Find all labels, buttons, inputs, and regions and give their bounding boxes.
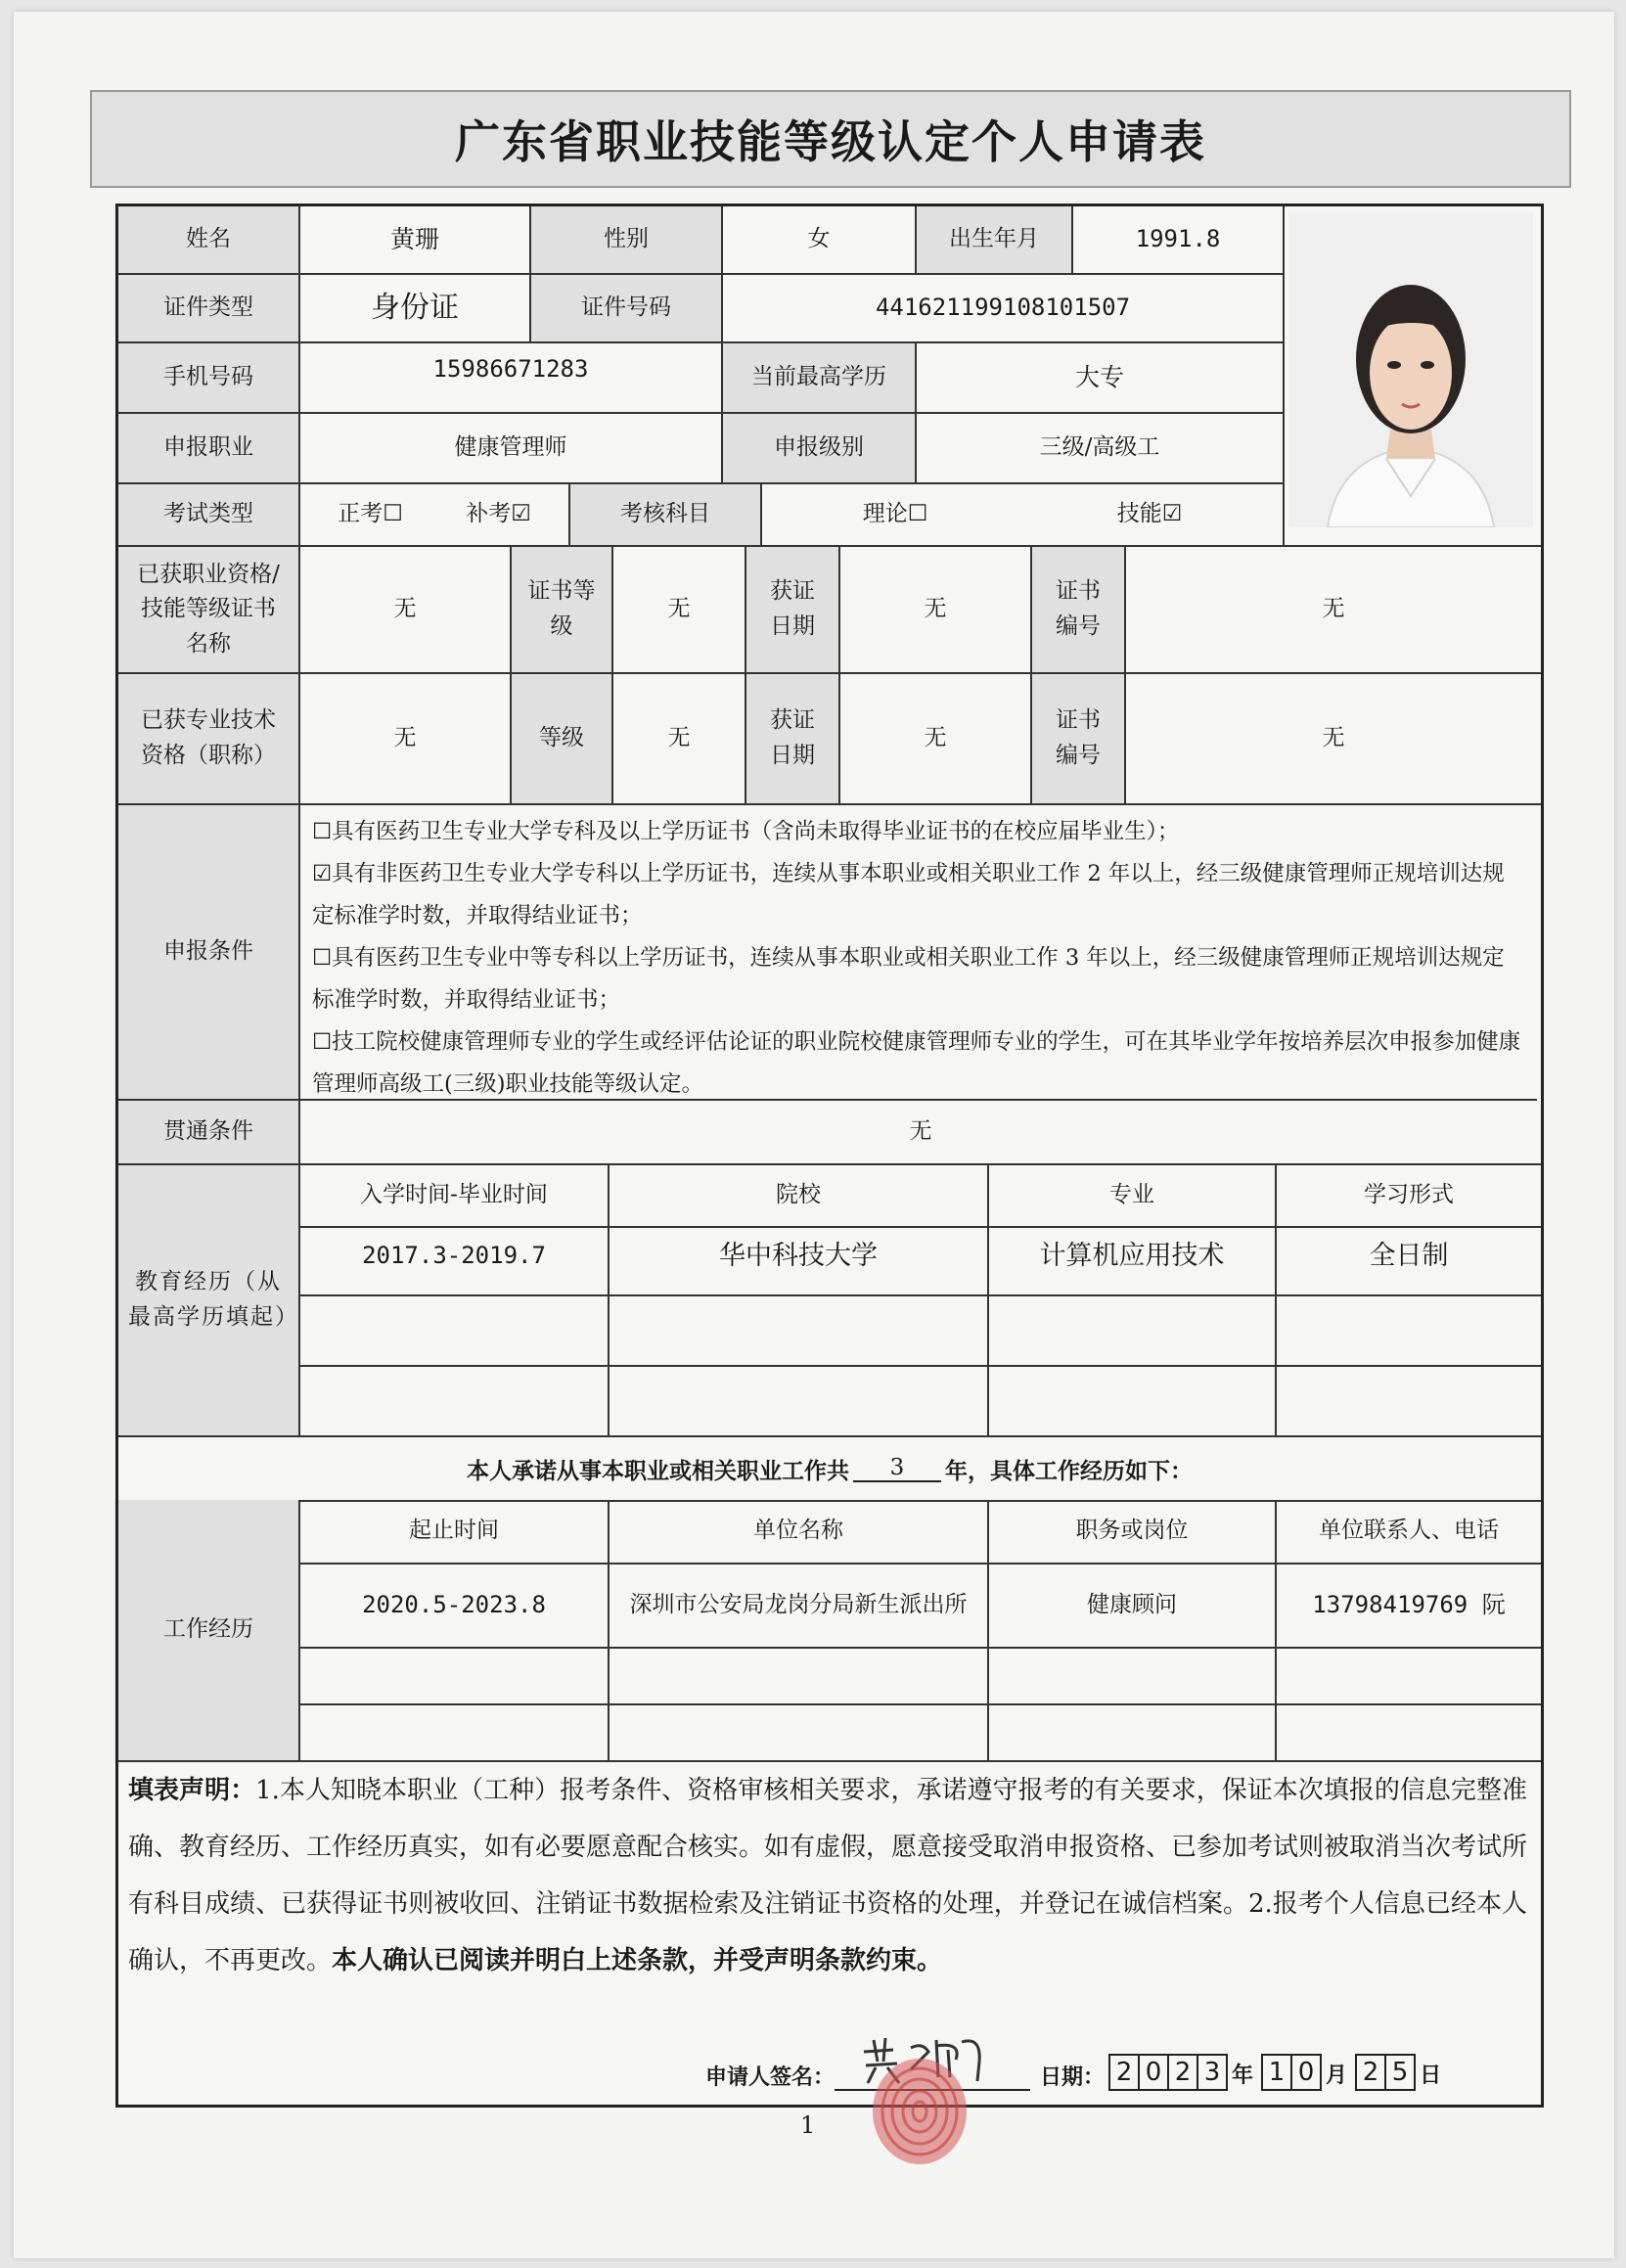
- qual-grade: 无: [613, 674, 746, 805]
- qual-title-name: 无: [300, 674, 512, 805]
- year-digit: 0: [1138, 2054, 1169, 2091]
- work-cell: 健康顾问: [989, 1565, 1277, 1649]
- edu-header: 学习形式: [1277, 1165, 1541, 1228]
- month-digit: 0: [1290, 2054, 1322, 2091]
- qual-cert-level-label: 证书等级: [512, 547, 613, 674]
- edu-cell: 华中科技大学: [610, 1228, 989, 1296]
- qual-grade-label: 等级: [512, 674, 613, 805]
- edu-header: 入学时间-毕业时间: [300, 1165, 610, 1228]
- pass-label: 贯通条件: [118, 1101, 300, 1165]
- level-label: 申报级别: [723, 414, 917, 484]
- day-boxes[interactable]: [1357, 2054, 1416, 2091]
- year-unit: 年: [1232, 2063, 1254, 2088]
- work-empty-cell: [1277, 1649, 1541, 1705]
- edu-empty-cell: [610, 1296, 989, 1367]
- gender-value: 女: [723, 206, 917, 275]
- subject-skill-option[interactable]: 技能☑: [1116, 501, 1183, 527]
- qual-date-label-2: 获证日期: [746, 674, 840, 805]
- work-empty-cell: [300, 1649, 610, 1705]
- edu-empty-cell: [1277, 1296, 1541, 1367]
- edu-header: 院校: [610, 1165, 989, 1228]
- education-label: 教育经历（从最高学历填起）: [118, 1165, 300, 1437]
- condition-item[interactable]: ☑具有非医药卫生专业大学专科以上学历证书，连续从事本职业或相关职业工作 2 年以上，经三级健康管理师正规培训达规定标准学时数，并取得结业证书；: [312, 861, 1505, 929]
- edu-empty-cell: [300, 1367, 610, 1437]
- edu-header: 专业: [989, 1165, 1277, 1228]
- edu-cell: 全日制: [1277, 1228, 1541, 1296]
- subject-theory-option[interactable]: 理论☐: [862, 501, 928, 527]
- day-digit: 2: [1355, 2054, 1386, 2091]
- year-digit: 2: [1167, 2054, 1198, 2091]
- work-cell: 2020.5-2023.8: [300, 1565, 610, 1649]
- qual-no: 无: [1126, 547, 1541, 674]
- conditions-label: 申报条件: [118, 805, 300, 1101]
- work-header: 单位名称: [610, 1500, 989, 1565]
- work-empty-cell: [610, 1649, 989, 1705]
- gender-label: 性别: [531, 206, 723, 275]
- edu-label: 当前最高学历: [723, 343, 917, 414]
- job-label: 申报职业: [118, 414, 300, 484]
- work-empty-cell: [300, 1705, 610, 1762]
- qual-date-label: 获证日期: [746, 547, 840, 674]
- qual-cert-label: 已获职业资格/技能等级证书名称: [118, 547, 300, 674]
- qual-no-label: 证书编号: [1032, 547, 1126, 674]
- qual-cert-level: 无: [613, 547, 746, 674]
- work-label: 工作经历: [118, 1500, 300, 1762]
- work-empty-cell: [989, 1705, 1277, 1762]
- phone-label: 手机号码: [118, 343, 300, 414]
- exam-type-options: [300, 484, 570, 547]
- declaration: [128, 1762, 1527, 1989]
- qual-date-2: 无: [840, 674, 1032, 805]
- job-value: 健康管理师: [300, 414, 723, 484]
- thumbprint-stamp: [861, 2055, 978, 2172]
- commitment-years[interactable]: 3: [853, 1455, 941, 1482]
- id-no-label: 证件号码: [531, 275, 723, 343]
- edu-empty-cell: [989, 1296, 1277, 1367]
- edu-empty-cell: [1277, 1367, 1541, 1437]
- work-header: 职务或岗位: [989, 1500, 1277, 1565]
- photo-cell: [1285, 206, 1541, 547]
- page-number: 1: [800, 2111, 816, 2139]
- edu-empty-cell: [300, 1296, 610, 1367]
- year-digit: 2: [1108, 2054, 1140, 2091]
- month-boxes[interactable]: [1263, 2054, 1322, 2091]
- sign-label: 申请人签名：: [705, 2064, 836, 2090]
- phone-value: 15986671283: [300, 343, 723, 414]
- id-type-value: 身份证: [300, 275, 531, 343]
- commitment-line: [118, 1437, 1541, 1502]
- qual-cert-name: 无: [300, 547, 512, 674]
- edu-cell: 计算机应用技术: [989, 1228, 1277, 1296]
- qual-title-label: 已获专业技术资格（职称）: [118, 674, 300, 805]
- work-cell: 13798419769 阮: [1277, 1565, 1541, 1649]
- year-boxes[interactable]: [1110, 2054, 1228, 2091]
- condition-item[interactable]: ☐具有医药卫生专业中等专科以上学历证书，连续从事本职业或相关职业工作 3 年以上，经三级健康管理师正规培训达规定标准学时数，并取得结业证书；: [312, 945, 1505, 1013]
- condition-item[interactable]: ☐技工院校健康管理师专业的学生或经评估论证的职业院校健康管理师专业的学生，可在其毕业学年按培养层次申报参加健康管理师高级工(三级)职业技能等级认定。: [312, 1029, 1521, 1097]
- declaration-head: 填表声明：: [128, 1776, 256, 1805]
- qual-no-label-2: 证书编号: [1032, 674, 1126, 805]
- subject-options: [762, 484, 1285, 547]
- qual-no-2: 无: [1126, 674, 1541, 805]
- id-no-value: 441621199108101507: [723, 275, 1285, 343]
- pass-value: 无: [300, 1101, 1541, 1165]
- work-empty-cell: [989, 1649, 1277, 1705]
- application-form: [115, 204, 1544, 2108]
- work-empty-cell: [610, 1705, 989, 1762]
- qual-date: 无: [840, 547, 1032, 674]
- month-unit: 月: [1326, 2063, 1348, 2088]
- edu-value: 大专: [917, 343, 1285, 414]
- level-value: 三级/高级工: [917, 414, 1285, 484]
- month-digit: 1: [1261, 2054, 1292, 2091]
- birth-label: 出生年月: [917, 206, 1073, 275]
- day-digit: 5: [1384, 2054, 1416, 2091]
- exam-makeup-option[interactable]: 补考☑: [466, 501, 531, 527]
- id-type-label: 证件类型: [118, 275, 300, 343]
- edu-cell: 2017.3-2019.7: [300, 1228, 610, 1296]
- signature-row: [705, 2036, 1537, 2091]
- conditions-list: [300, 805, 1537, 1101]
- subject-label: 考核科目: [570, 484, 762, 547]
- name-label: 姓名: [118, 206, 300, 275]
- date-label: 日期：: [1040, 2064, 1106, 2090]
- declaration-body: 1.本人知晓本职业（工种）报考条件、资格审核相关要求，承诺遵守报考的有关要求，保证本次填报的信息完整准确、教育经历、工作经历真实，如有必要愿意配合核实。如有虚假，愿意接受取消申报资格、已参加考试则被取消当次考试所有科目成绩、已获得证书则被收回、注销证书数据检索及注销证书资格的处理，并登记在诚信档案。2.报考个人信息已经本人确认，不再更改。: [128, 1776, 1528, 1975]
- exam-type-label: 考试类型: [118, 484, 300, 547]
- commitment-prefix: 本人承诺从事本职业或相关职业工作共: [467, 1457, 849, 1484]
- work-header: 起止时间: [300, 1500, 610, 1565]
- work-cell: 深圳市公安局龙岗分局新生派出所: [610, 1565, 989, 1649]
- form-title: 广东省职业技能等级认定个人申请表: [455, 115, 1206, 168]
- year-digit: 3: [1197, 2054, 1228, 2091]
- edu-empty-cell: [610, 1367, 989, 1437]
- name-value: 黄珊: [300, 206, 531, 275]
- work-empty-cell: [1277, 1705, 1541, 1762]
- title-bar: [90, 90, 1571, 188]
- day-unit: 日: [1420, 2063, 1442, 2088]
- commitment-suffix: 年，具体工作经历如下：: [945, 1457, 1193, 1484]
- condition-item[interactable]: ☐具有医药卫生专业大学专科及以上学历证书（含尚未取得毕业证书的在校应届毕业生）；: [312, 819, 1180, 844]
- exam-normal-option[interactable]: 正考☐: [338, 501, 403, 527]
- edu-empty-cell: [989, 1367, 1277, 1437]
- declaration-bold-tail: 本人确认已阅读并明白上述条款，并受声明条款约束。: [332, 1946, 943, 1975]
- work-header: 单位联系人、电话: [1277, 1500, 1541, 1565]
- birth-value: 1991.8: [1073, 206, 1285, 275]
